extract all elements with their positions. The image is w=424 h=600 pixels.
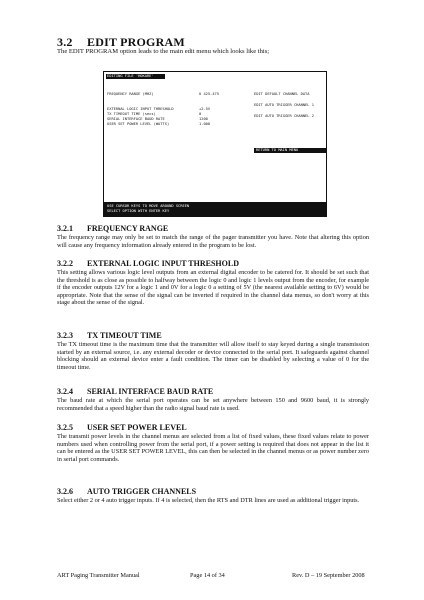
screen-power-label: USER SET POWER LEVEL (WATTS) (107, 122, 170, 126)
subsection-heading-power (57, 423, 187, 432)
subsection-title: AUTO TRIGGER CHANNELS (87, 487, 197, 496)
section-title: EDIT PROGRAM (87, 35, 185, 49)
subsection-number: 3.2.5 (57, 423, 73, 432)
screen-status-bar (104, 202, 326, 216)
screen-freq-label: FREQUENCY RANGE (MHZ) (107, 92, 154, 96)
subsection-title: FREQUENCY RANGE (87, 224, 169, 233)
screen-baud-value: 1200 (199, 117, 208, 121)
footer-page-number: Page 14 of 34 (190, 572, 225, 579)
screen-option-auto-trigger-2: EDIT AUTO TRIGGER CHANNEL 2 (254, 114, 314, 118)
screen-freq-value: U 425-475 (199, 92, 219, 96)
screen-ext-logic-value: +2.5V (199, 107, 211, 111)
subsection-text-power: The transmit power levels in the channel menus are selected from a list of fixed values, these fixed values relate to power numbers used when controlling power from the serial port, if a power setting is required that does not appear in the list it can be entered as the USER SET POWER LEVEL, this can then be selected in the channel menus or as power number zero in serial port commands. (57, 433, 369, 463)
edit-menu-screenshot (103, 71, 327, 217)
section-intro: The EDIT PROGRAM option leads to the main edit menu which looks like this; (57, 48, 270, 55)
screen-tx-timeout-label: TX TIMEOUT TIME (secs) (107, 112, 156, 116)
subsection-title: SERIAL INTERFACE BAUD RATE (87, 387, 214, 396)
subsection-text-auto-trigger: Select either 2 or 4 auto trigger inputs. If 4 is selected, then the RTS and DTR lines are used as additional trigger inputs. (57, 497, 360, 504)
screen-status-line-1: USE CURSOR KEYS TO MOVE AROUND SCREEN (107, 204, 190, 208)
screen-power-value: 1.000 (199, 122, 211, 126)
screen-ext-logic-label: EXTERNAL LOGIC INPUT THRESHOLD (107, 107, 174, 111)
subsection-text-frequency: The frequency range may only be set to match the range of the pager transmitter you have. Note that altering this option will cause any frequency information already entered in the program to be lost. (57, 234, 369, 249)
screen-return-option: RETURN TO MAIN MENU (254, 148, 326, 153)
subsection-text-tx-timeout: The TX timeout time is the maximum time that the transmitter will allow itself to stay keyed during a single transmission started by an external source, i.e. any external decoder or device connected to the serial port. It safeguards against channel blocking should an external device enter a fault condition. The timer can be disabled by selecting a value of 0 for the timeout time. (57, 341, 369, 371)
screen-option-auto-trigger-1: EDIT AUTO TRIGGER CHANNEL 1 (254, 103, 314, 107)
subsection-heading-tx-timeout (57, 331, 162, 340)
screen-tx-timeout-value: 0 (199, 112, 202, 116)
subsection-title: USER SET POWER LEVEL (87, 423, 187, 432)
footer-manual-title: ART Paging Transmitter Manual (57, 572, 140, 579)
subsection-heading-baud (57, 387, 213, 396)
subsection-number: 3.2.6 (57, 487, 73, 496)
subsection-text-baud: The baud rate at which the serial port operates can be set anywhere between 150 and 9600 baud, it is strongly recommended that a speed higher than the radio signal baud rate is used. (57, 397, 369, 412)
subsection-number: 3.2.3 (57, 331, 73, 340)
subsection-title: EXTERNAL LOGIC INPUT THRESHOLD (87, 259, 239, 268)
subsection-title: TX TIMEOUT TIME (87, 331, 162, 340)
screen-title-bar: EDITING FILE 'HOKARE' (106, 74, 165, 79)
screen-baud-label: SERIAL INTERFACE BAUD RATE (107, 117, 165, 121)
screen-status-line-2: SELECT OPTION WITH ENTER KEY (107, 208, 170, 213)
screen-option-default-channel: EDIT DEFAULT CHANNEL DATA (254, 92, 310, 96)
subsection-number: 3.2.1 (57, 224, 73, 233)
subsection-heading-frequency (57, 224, 168, 233)
subsection-number: 3.2.4 (57, 387, 73, 396)
footer-revision: Rev. D – 19 September 2008 (292, 572, 365, 579)
section-number: 3.2 (57, 35, 73, 49)
subsection-heading-auto-trigger (57, 487, 196, 496)
subsection-text-ext-logic: This setting allows various logic level outputs from an external digital encoder to be catered for. It should be set such that the threshold is as close as possible to halfway between the logic 0 and logic 1 levels output from the encoder, for example if the encoder outputs 12V for a logic 1 and 0V for a logic 0 a setting of 5V (the nearest available setting to 6V) would be appropriate. Note that the sense of the signal can be inverted if required in the channel data menus, so don't worry at this stage about the sense of the signal. (57, 269, 369, 306)
subsection-heading-ext-logic (57, 259, 239, 268)
subsection-number: 3.2.2 (57, 259, 73, 268)
